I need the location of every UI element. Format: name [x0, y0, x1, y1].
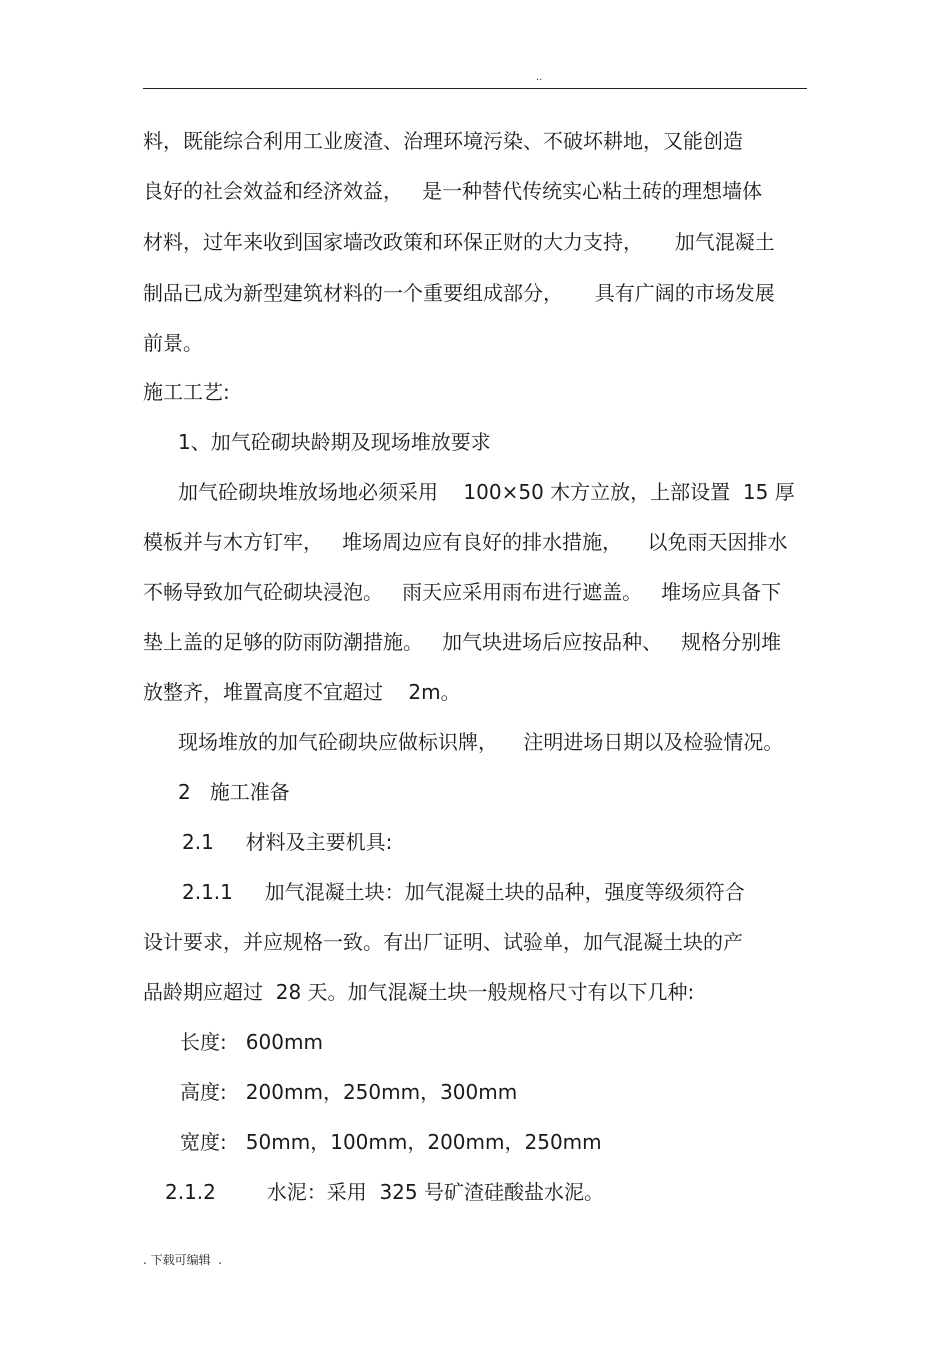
text-line-8: 加气砼砌块堆放场地必须采用 100×50 木方立放，上部设置 15 厚 [178, 480, 795, 504]
subheading-1: 1、加气砼砌块龄期及现场堆放要求 [178, 430, 491, 454]
text-line-18: 品龄期应超过 28 天。加气混凝土块一般规格尺寸有以下几种: [143, 980, 695, 1004]
spec-length: 长度: 600mm [180, 1030, 323, 1054]
section-heading-process: 施工工艺: [143, 380, 230, 404]
text-line-2: 良好的社会效益和经济效益， 是一种替代传统实心粘土砖的理想墙体 [143, 179, 763, 203]
text-line-4: 制品已成为新型建筑材料的一个重要组成部分， 具有广阔的市场发展 [143, 281, 775, 305]
header-rule [143, 88, 807, 89]
text-line-11: 垫上盖的足够的防雨防潮措施。 加气块进场后应按品种、 规格分别堆 [143, 630, 782, 654]
text-line-3: 材料，过年来收到国家墙改政策和环保正财的大力支持， 加气混凝土 [143, 230, 775, 254]
footer-text: . 下载可编辑 . [143, 1253, 223, 1267]
text-line-9: 模板并与木方钉牢， 堆场周边应有良好的排水措施， 以免雨天因排水 [143, 530, 788, 554]
item-2-1-1: 2.1.1 加气混凝土块：加气混凝土块的品种，强度等级须符合 [182, 880, 745, 904]
text-line-5: 前景。 [143, 331, 203, 355]
text-line-12: 放整齐，堆置高度不宜超过 2m。 [143, 680, 461, 704]
text-line-1: 料，既能综合利用工业废渣、治理环境污染、不破坏耕地，又能创造 [143, 129, 743, 153]
item-2-1-2: 2.1.2 水泥：采用 325 号矿渣硅酸盐水泥。 [165, 1180, 604, 1204]
text-line-13: 现场堆放的加气砼砌块应做标识牌， 注明进场日期以及检验情况。 [178, 730, 784, 754]
spec-width: 宽度: 50mm，100mm，200mm，250mm [180, 1130, 602, 1154]
subheading-2-1: 2.1 材料及主要机具: [182, 830, 393, 854]
spec-height: 高度: 200mm，250mm，300mm [180, 1080, 518, 1104]
section-heading-2: 2 施工准备 [178, 780, 290, 804]
header-mark: .. [536, 72, 543, 83]
text-line-17: 设计要求，并应规格一致。有出厂证明、试验单，加气混凝土块的产 [143, 930, 743, 954]
text-line-10: 不畅导致加气砼砌块浸泡。 雨天应采用雨布进行遮盖。 堆场应具备下 [143, 580, 782, 604]
